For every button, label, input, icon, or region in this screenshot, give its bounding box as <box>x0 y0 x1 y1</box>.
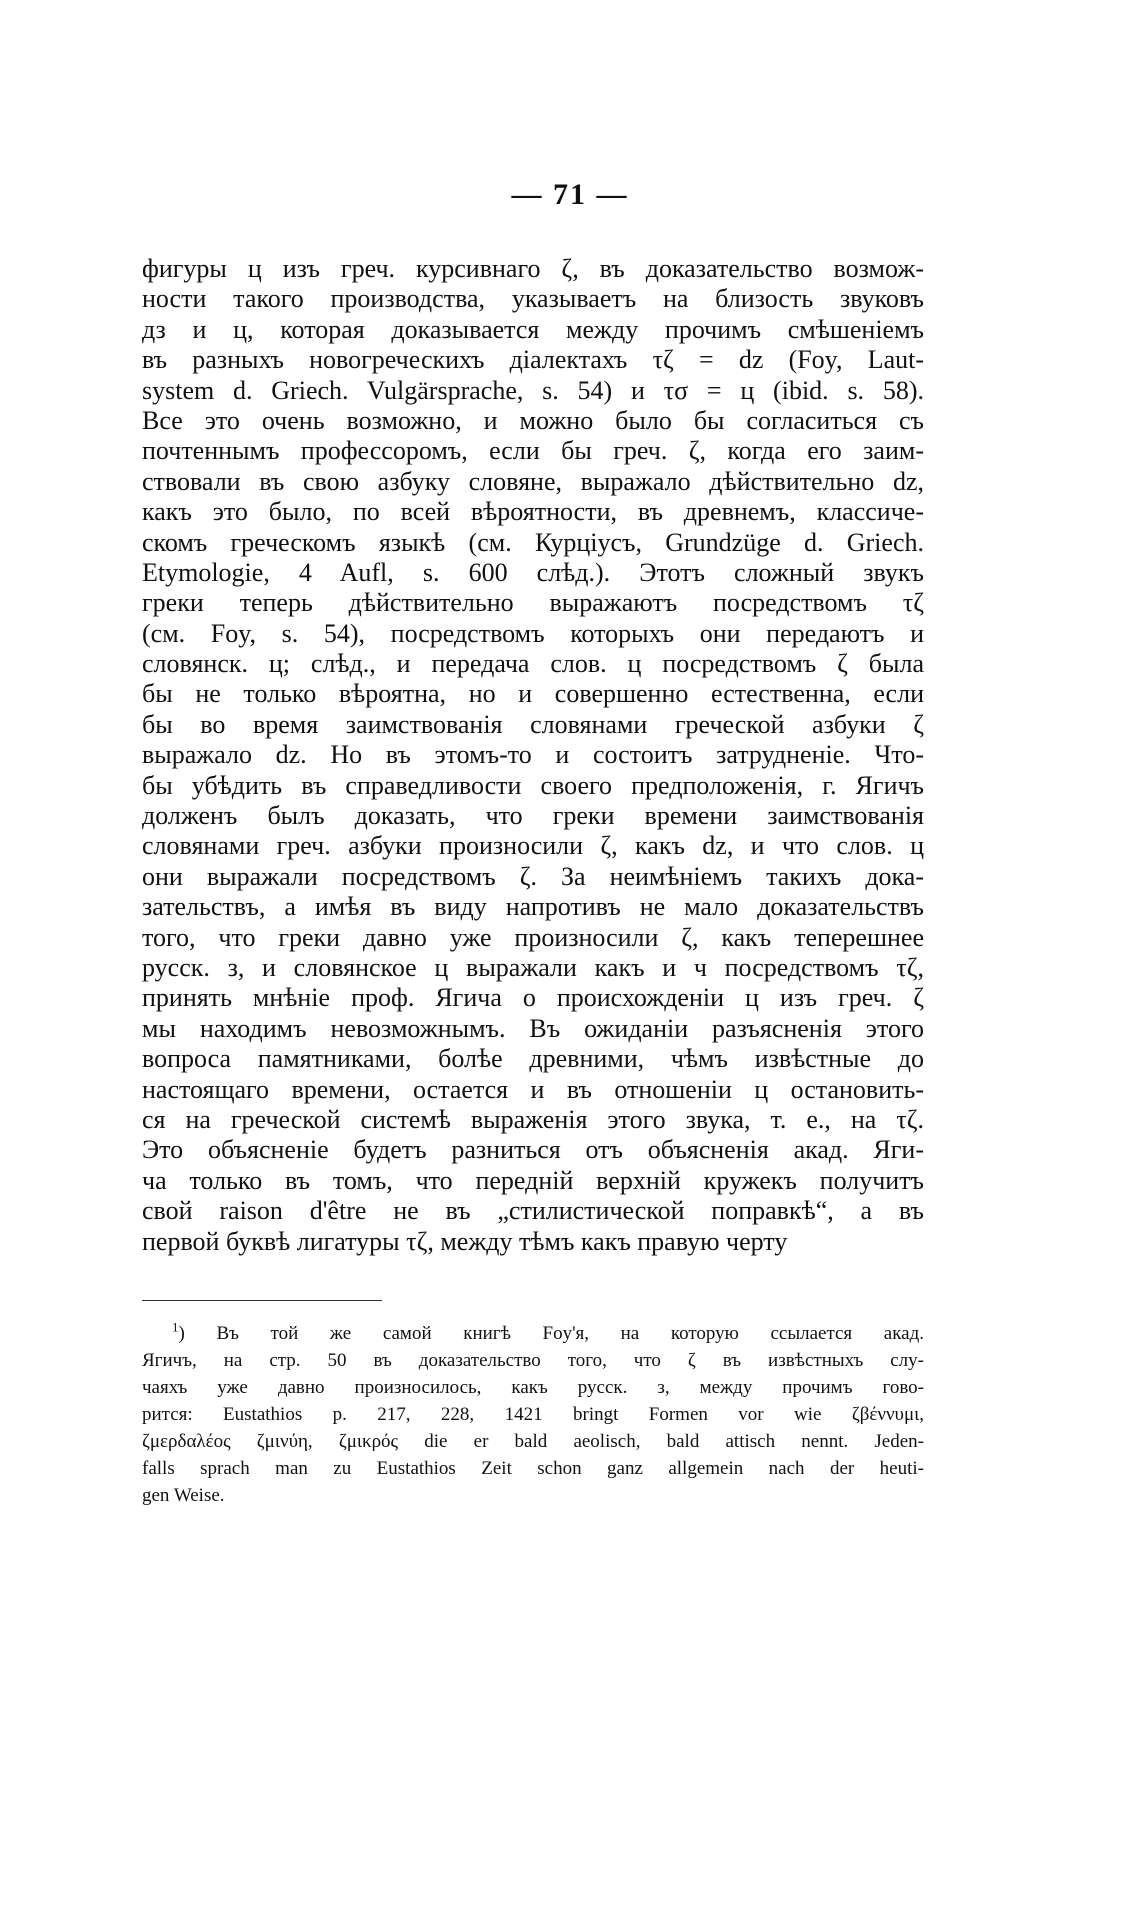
footnote <box>142 1320 924 1509</box>
body-line: system d. Griech. Vulgärsprache, s. 54) и τσ = ц (ibid. s. 58). <box>142 375 924 405</box>
footnote-line: ζμερδαλέος ζμινύη, ζμικρός die er bald aeolisch, bald attisch nennt. Jeden- <box>142 1431 924 1452</box>
body-line: бы во время заимствованія словянами греческой азбуки ζ <box>142 709 924 739</box>
body-line: въ разныхъ новогреческихъ діалектахъ τζ = dz (Foy, Laut- <box>142 345 924 375</box>
body-line: бы не только вѣроятна, но и совершенно естественна, если <box>142 679 924 709</box>
body-line: словянск. ц; слѣд., и передача слов. ц посредствомъ ζ была <box>142 649 924 679</box>
footnote-divider <box>142 1300 382 1301</box>
body-line: того, что греки давно уже произносили ζ, какъ теперешнее <box>142 922 924 952</box>
footnote-line: Ягичъ, на стр. 50 въ доказательство того, что ζ въ извѣстныхъ слу- <box>142 1350 924 1371</box>
page-number: — 71 — <box>511 178 629 211</box>
body-line: Это объясненіе будетъ разниться отъ объясненія акад. Яги- <box>142 1135 924 1165</box>
footnote-line: чаяхъ уже давно произносилось, какъ русск. з, между прочимъ гово- <box>142 1377 924 1398</box>
body-line: ча только въ томъ, что передній верхній кружекъ получитъ <box>142 1165 924 1195</box>
footnote-line: falls sprach man zu Eustathios Zeit schon ganz allgemein nach der heuti- <box>142 1458 924 1479</box>
footnote-marker: 1 <box>172 1320 179 1335</box>
body-line: бы убѣдить въ справедливости своего предположенія, г. Ягичъ <box>142 770 924 800</box>
body-line: зательствъ, а имѣя въ виду напротивъ не мало доказательствъ <box>142 892 924 922</box>
body-line: принять мнѣніе проф. Ягича о происхожденіи ц изъ греч. ζ <box>142 983 924 1013</box>
main-text <box>142 254 924 1257</box>
body-line: выражало dz. Но въ этомъ-то и состоитъ затрудненіе. Что- <box>142 740 924 770</box>
body-line: ся на греческой системѣ выраженія этого звука, т. е., на τζ. <box>142 1104 924 1134</box>
body-line: Etymologie, 4 Aufl, s. 600 слѣд.). Этотъ сложный звукъ <box>142 557 924 587</box>
body-line: вопроса памятниками, болѣе древними, чѣмъ извѣстные до <box>142 1044 924 1074</box>
body-line: настоящаго времени, остается и въ отношеніи ц остановить- <box>142 1074 924 1104</box>
body-line: первой буквѣ лигатуры τζ, между тѣмъ какъ правую черту <box>142 1226 788 1256</box>
body-line: почтеннымъ профессоромъ, если бы греч. ζ, когда его заим- <box>142 436 924 466</box>
body-line: греки теперь дѣйствительно выражаютъ посредствомъ τζ <box>142 588 924 618</box>
body-line: мы находимъ невозможнымъ. Въ ожиданіи разъясненія этого <box>142 1013 924 1043</box>
footnote-line <box>142 1320 924 1347</box>
footnote-line: рится: Eustathios p. 217, 228, 1421 bringt Formen vor wie ζβέννυμι, <box>142 1404 924 1425</box>
footnote-line-text: ) Въ той же самой книгѣ Foy'я, на которую ссылается акад. <box>178 1323 924 1344</box>
body-line: (см. Foy, s. 54), посредствомъ которыхъ они передаютъ и <box>142 618 924 648</box>
body-line: какъ это было, по всей вѣроятности, въ древнемъ, классиче- <box>142 497 924 527</box>
body-line: словянами греч. азбуки произносили ζ, какъ dz, и что слов. ц <box>142 831 924 861</box>
body-line: русск. з, и словянское ц выражали какъ и ч посредствомъ τζ, <box>142 952 924 982</box>
body-line: Все это очень возможно, и можно было бы согласиться съ <box>142 405 924 435</box>
body-line: они выражали посредствомъ ζ. За неимѣніемъ такихъ дока- <box>142 861 924 891</box>
body-line: ности такого производства, указываетъ на близость звуковъ <box>142 284 924 314</box>
body-line: свой raison d'être не въ „стилистической поправкѣ“, а въ <box>142 1196 924 1226</box>
footnote-line: gen Weise. <box>142 1485 225 1506</box>
body-line: фигуры ц изъ греч. курсивнаго ζ, въ доказательство возмож- <box>142 254 924 283</box>
body-line: дз и ц, которая доказывается между прочимъ смѣшеніемъ <box>142 314 924 344</box>
body-line: долженъ былъ доказать, что греки времени заимствованія <box>142 801 924 831</box>
body-line: скомъ греческомъ языкѣ (см. Курціусъ, Grundzüge d. Griech. <box>142 527 924 557</box>
body-line: ствовали въ свою азбуку словяне, выражало дѣйствительно dz, <box>142 466 924 496</box>
